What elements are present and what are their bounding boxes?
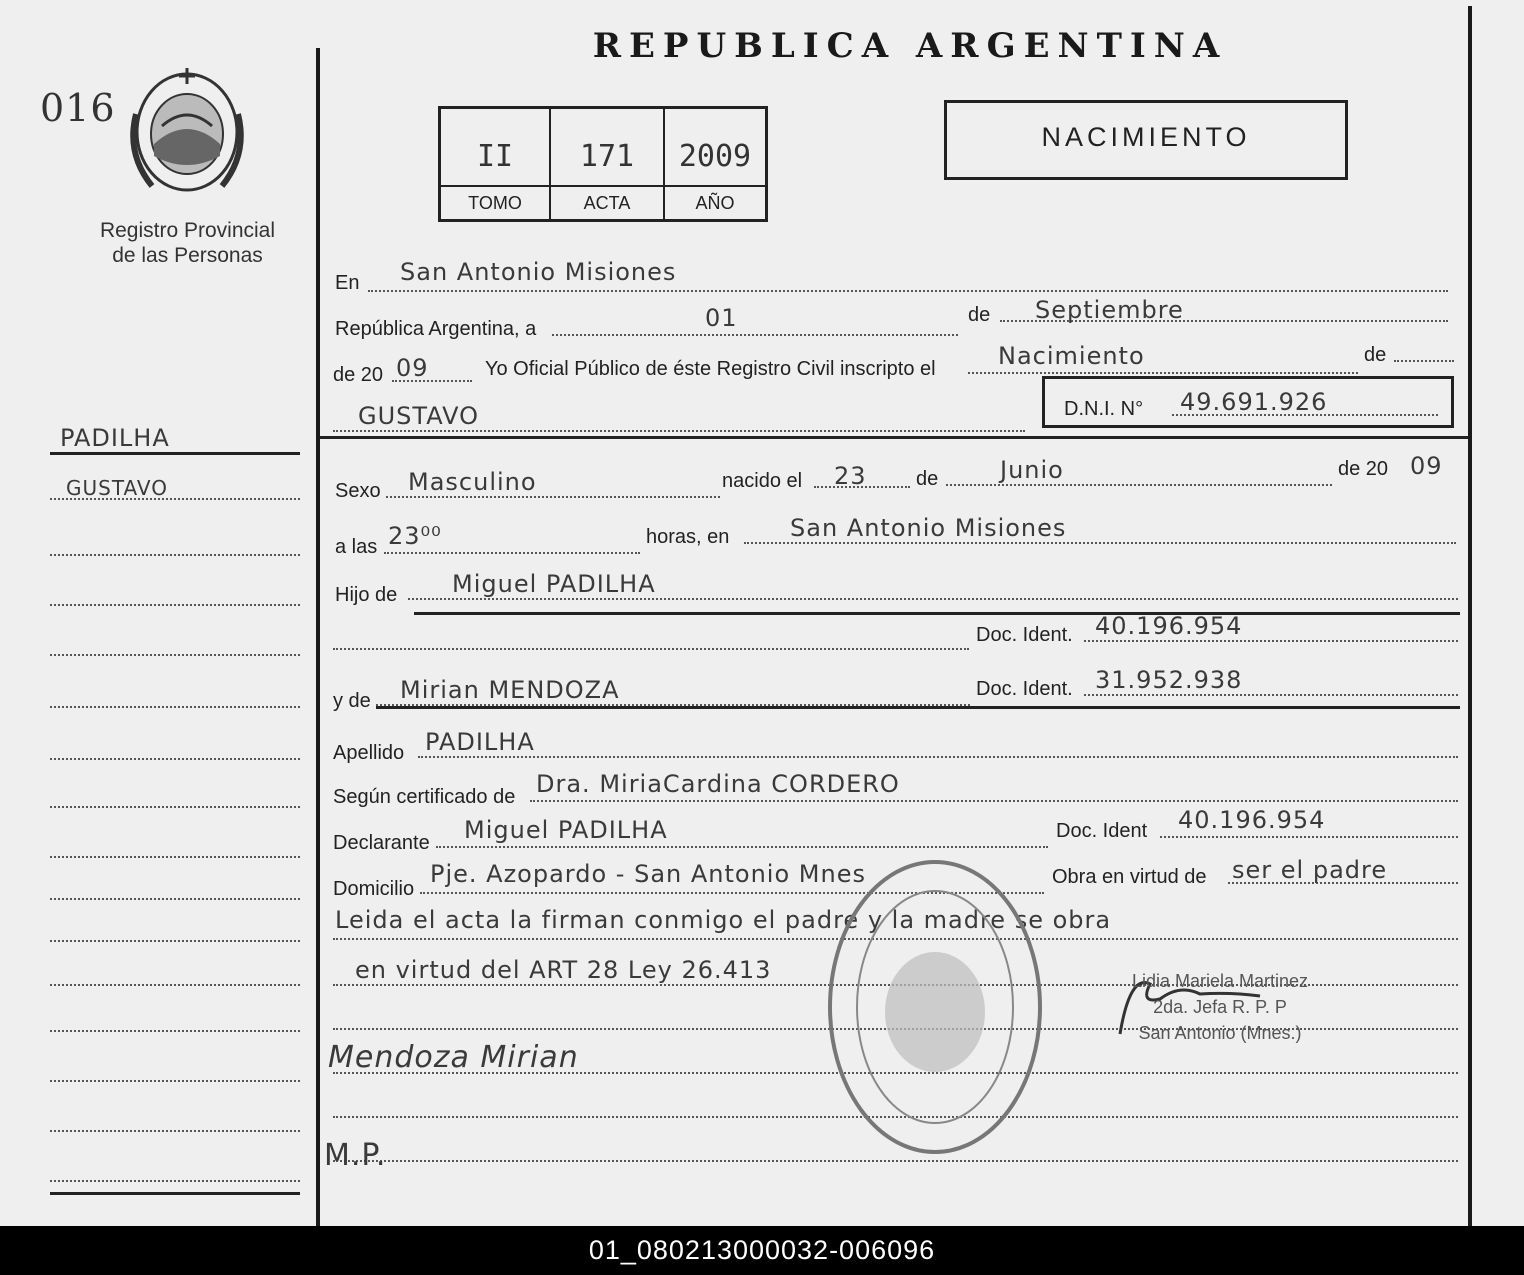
dotted-line: [436, 846, 1048, 848]
field-sexo: Masculino: [408, 468, 537, 496]
label-segun: Según certificado de: [333, 786, 516, 808]
field-certificado: Dra. MiriaCardina CORDERO: [536, 770, 900, 798]
field-declarante-doc: 40.196.954: [1178, 806, 1326, 834]
dotted-line: [1084, 694, 1458, 696]
label-obra: Obra en virtud de: [1052, 866, 1207, 888]
field-padre-doc: 40.196.954: [1095, 612, 1243, 640]
field-dni: 49.691.926: [1180, 388, 1328, 416]
field-domicilio: Pje. Azopardo - San Antonio Mnes: [430, 860, 866, 888]
section-rule: [376, 706, 1460, 709]
field-anio-suffix: 09: [396, 354, 429, 382]
provincial-seal-icon: [122, 64, 252, 204]
label-dni: D.N.I. N°: [1064, 398, 1144, 420]
anio-value: 2009: [678, 139, 752, 174]
label-sexo: Sexo: [335, 480, 381, 502]
official-name: Lidia Mariela Martinez: [1131, 971, 1309, 991]
margin-line: [50, 856, 300, 858]
field-madre: Mirian MENDOZA: [400, 676, 620, 704]
label-doc-ident: Doc. Ident.: [976, 624, 1073, 646]
tomo-label: TOMO: [441, 185, 549, 219]
official-block: [1070, 968, 1370, 1046]
margin-line: [50, 1080, 300, 1082]
anio-cell: [665, 109, 765, 219]
margin-line: [50, 706, 300, 708]
field-nac-mes: Junio: [1000, 456, 1064, 484]
margin-rule: [50, 452, 300, 455]
field-obra: ser el padre: [1232, 856, 1388, 884]
dotted-line: [968, 372, 1358, 374]
label-republica: República Argentina, a: [335, 318, 537, 340]
margin-given-name: GUSTAVO: [66, 476, 168, 500]
image-id-footer: 01_080213000032-006096: [0, 1226, 1524, 1275]
official-title: 2da. Jefa R. P. P: [1153, 997, 1287, 1017]
dotted-line: [384, 552, 640, 554]
label-doc-ident: Doc. Ident: [1056, 820, 1148, 842]
dotted-line: [408, 598, 1458, 600]
acta-value: 171: [579, 139, 635, 174]
dotted-line: [946, 484, 1332, 486]
margin-line: [50, 1180, 300, 1182]
acta-cell: [551, 109, 665, 219]
dotted-line: [552, 334, 958, 336]
field-apellido: PADILHA: [425, 728, 535, 756]
margin-line: [50, 1130, 300, 1132]
registry-name-line2: de las Personas: [112, 244, 263, 267]
margin-line: [50, 984, 300, 986]
dotted-line: [386, 496, 720, 498]
dotted-line: [1084, 640, 1458, 642]
margin-line: [50, 758, 300, 760]
acta-label: ACTA: [551, 185, 663, 219]
dotted-line: [744, 542, 1456, 544]
label-declarante: Declarante: [333, 832, 430, 854]
margin-line: [50, 554, 300, 556]
record-type-box: NACIMIENTO: [944, 100, 1348, 180]
label-hijo-de: Hijo de: [335, 584, 398, 606]
official-place: San Antonio (Mnes.): [1138, 1023, 1302, 1043]
field-padre: Miguel PADILHA: [452, 570, 656, 598]
margin-divider: [316, 48, 320, 1228]
label-nacido-el: nacido el: [722, 470, 803, 492]
tomo-value: II: [476, 139, 514, 174]
margin-line: [50, 806, 300, 808]
dotted-line: [530, 800, 1458, 802]
field-mes: Septiembre: [1035, 296, 1184, 324]
signature-initials: M.P.: [324, 1138, 387, 1173]
dotted-line: [1160, 836, 1458, 838]
label-de-year: de 20: [1338, 458, 1389, 480]
section-rule: [320, 436, 1468, 439]
field-hora: 23⁰⁰: [388, 522, 442, 550]
page-right-border: [1468, 6, 1472, 1228]
label-apellido: Apellido: [333, 742, 405, 764]
field-nac-lugar: San Antonio Misiones: [790, 514, 1067, 542]
folio-number: 016: [40, 86, 116, 130]
margin-line: [50, 1030, 300, 1032]
official-stamp-icon: [820, 852, 1050, 1162]
label-a-las: a las: [335, 536, 378, 558]
label-domicilio: Domicilio: [333, 878, 415, 900]
page-title: REPUBLICA ARGENTINA: [592, 26, 1228, 66]
field-declarante: Miguel PADILHA: [464, 816, 668, 844]
signature-mother: Mendoza Mirian: [328, 1040, 579, 1075]
label-en: En: [335, 272, 360, 294]
margin-line: [50, 604, 300, 606]
margin-line: [50, 940, 300, 942]
label-yo-oficial: Yo Oficial Público de éste Registro Civil inscripto el: [485, 358, 936, 380]
field-dia: 01: [705, 304, 738, 332]
record-reference-table: [438, 106, 768, 222]
tomo-cell: [441, 109, 551, 219]
field-nac-dia: 23: [834, 462, 867, 490]
section-rule: [414, 612, 1460, 615]
label-y-de: y de: [333, 690, 371, 712]
label-horas-en: horas, en: [646, 526, 730, 548]
anio-label: AÑO: [665, 185, 765, 219]
note-line-2: en virtud del ART 28 Ley 26.413: [355, 956, 772, 984]
note-line-1: Leida el acta la firman conmigo el padre y la madre se obra: [335, 906, 1112, 934]
dotted-line: [368, 290, 1448, 292]
field-nac-anio: 09: [1410, 452, 1443, 480]
dotted-line: [418, 756, 1458, 758]
registry-name-line1: Registro Provincial: [99, 219, 276, 242]
margin-surname: PADILHA: [60, 424, 170, 452]
field-nombre: GUSTAVO: [358, 402, 479, 430]
field-lugar: San Antonio Misiones: [400, 258, 677, 286]
label-de: de: [1364, 344, 1387, 366]
label-de20: de 20: [333, 364, 384, 386]
label-de: de: [916, 468, 939, 490]
margin-line: [50, 498, 300, 500]
margin-line: [50, 654, 300, 656]
field-madre-doc: 31.952.938: [1095, 666, 1243, 694]
dotted-line: [1394, 360, 1454, 362]
dotted-line: [333, 648, 969, 650]
label-de: de: [968, 304, 991, 326]
margin-line: [50, 898, 300, 900]
registry-name: [60, 218, 315, 268]
margin-rule: [50, 1192, 300, 1195]
label-doc-ident: Doc. Ident.: [976, 678, 1073, 700]
field-acto: Nacimiento: [998, 342, 1145, 370]
dotted-line: [333, 430, 1025, 432]
